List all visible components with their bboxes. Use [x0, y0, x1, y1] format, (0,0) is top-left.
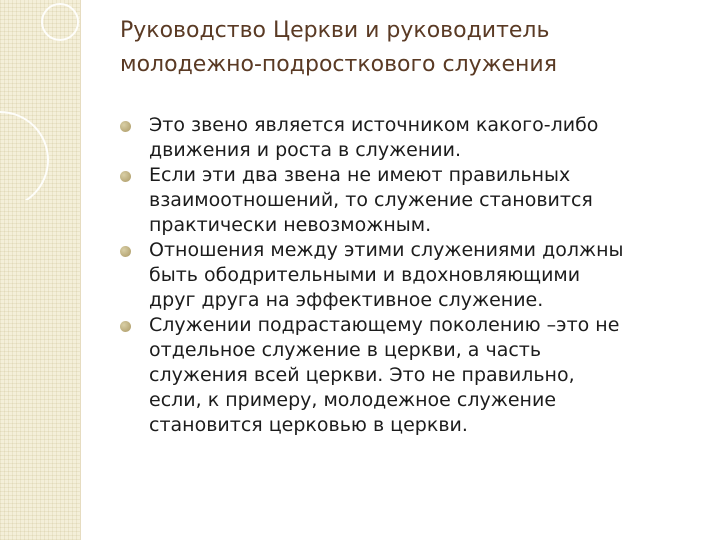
bullet-item	[120, 238, 700, 313]
bullet-line: отдельное служение в церкви, а часть	[149, 339, 542, 361]
slide-title-line: Руководство Церкви и руководитель	[120, 18, 550, 43]
bullet-line: Это звено является источником какого-либо	[149, 114, 599, 136]
decorative-circles	[0, 0, 110, 200]
bullet-line: Отношения между этими служениями должны	[149, 239, 624, 261]
bullet-item	[120, 163, 700, 238]
bullet-line: Служении подрастающему поколению –это не	[149, 314, 620, 336]
slide-content	[120, 113, 700, 438]
slide-title	[120, 14, 700, 82]
bullet-icon	[120, 246, 131, 257]
bullet-line: становится церковью в церкви.	[149, 414, 468, 436]
bullet-icon	[120, 321, 131, 332]
bullet-item	[120, 313, 700, 438]
bullet-icon	[120, 171, 131, 182]
bullet-item	[120, 113, 700, 163]
bullet-icon	[120, 121, 131, 132]
decorative-circle-small	[42, 4, 78, 40]
bullet-line: если, к примеру, молодежное служение	[149, 389, 557, 411]
bullet-list	[120, 113, 700, 438]
bullet-line: Если эти два звена не имеют правильных	[149, 164, 571, 186]
bullet-line: служения всей церкви. Это не правильно,	[149, 364, 575, 386]
bullet-line: друг друга на эффективное служение.	[149, 289, 544, 311]
decorative-circle-large	[0, 112, 48, 200]
bullet-line: движения и роста в служении.	[149, 139, 462, 161]
slide-title-line: молодежно-подросткового служения	[120, 52, 557, 77]
bullet-line: практически невозможным.	[149, 214, 432, 236]
bullet-line: взаимоотношений, то служение становится	[149, 189, 593, 211]
bullet-line: быть ободрительными и вдохновляющими	[149, 264, 581, 286]
